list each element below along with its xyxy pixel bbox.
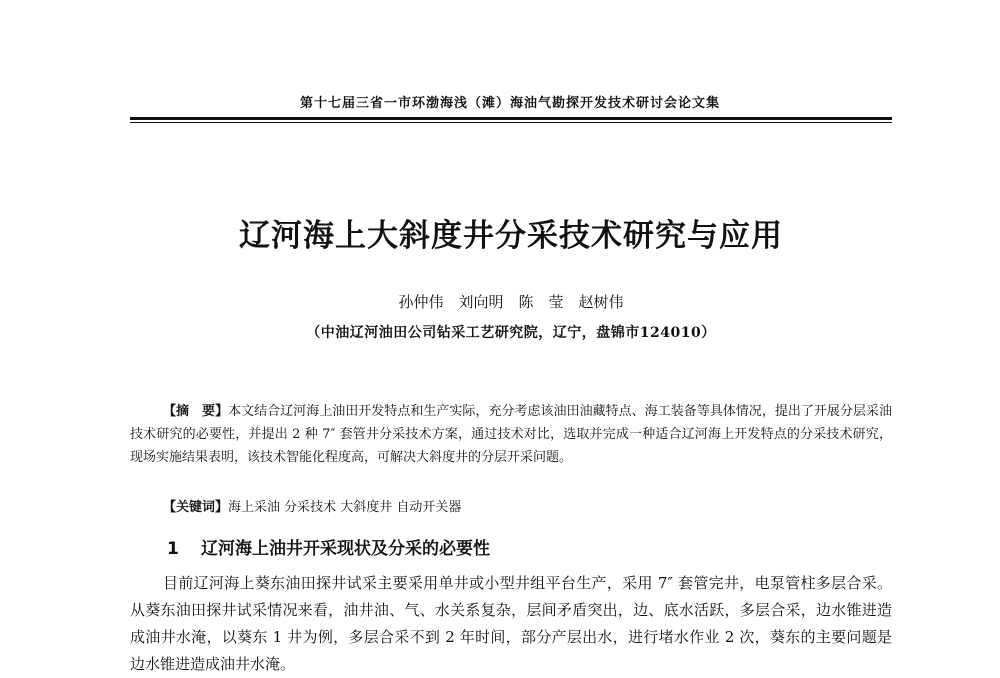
- section-heading: [167, 534, 892, 559]
- keywords-label: 【关键词】: [163, 500, 229, 515]
- paper-title: 辽河海上大斜度井分采技术研究与应用: [239, 218, 783, 254]
- running-header: 第十七届三省一市环渤海浅（滩）海油气勘探开发技术研讨会论文集: [299, 96, 720, 111]
- keywords: [163, 496, 892, 515]
- section-number: 1: [167, 539, 179, 559]
- keywords-text: 海上采油 分采技术 大斜度井 自动开关器: [228, 500, 462, 515]
- section-title: 辽河海上油井开采现状及分采的必要性: [201, 539, 490, 559]
- affiliation: （中油辽河油田公司钻采工艺研究院，辽宁，盘锦市124010）: [306, 325, 716, 341]
- abstract-text: 本文结合辽河海上油田开发特点和生产实际，充分考虑该油田油藏特点、海工装备等具体情况，提出了开展分层采油技术研究的必要性，并提出 2 种 7″ 套管井分采技术方案，通过技术对比，选取并完成一种适合辽河海上开发特点的分采技术研究，现场实施结果表明，该技术智能化程度高，可解决大斜度井的分层开采问题。: [130, 404, 892, 465]
- abstract: [130, 400, 892, 469]
- header-rule-thick: [130, 117, 892, 120]
- authors: 孙仲伟 刘向明 陈 莹 赵树伟: [398, 293, 624, 311]
- abstract-label: 【摘 要】: [163, 404, 229, 419]
- header-rule-thin: [130, 122, 892, 123]
- body-paragraph: 目前辽河海上葵东油田探井试采主要采用单井或小型井组平台生产，采用 7″ 套管完井，电泵管柱多层合采。从葵东油田探井试采情况来看，油井油、气、水关系复杂，层间矛盾突出，边、底水活跃，多层合采，边水锥进造成油井水淹，以葵东 1 井为例，多层合采不到 2 年时间，部分产层出水，进行堵水作业 2 次，葵东的主要问题是边水锥进造成油井水淹。: [130, 574, 892, 673]
